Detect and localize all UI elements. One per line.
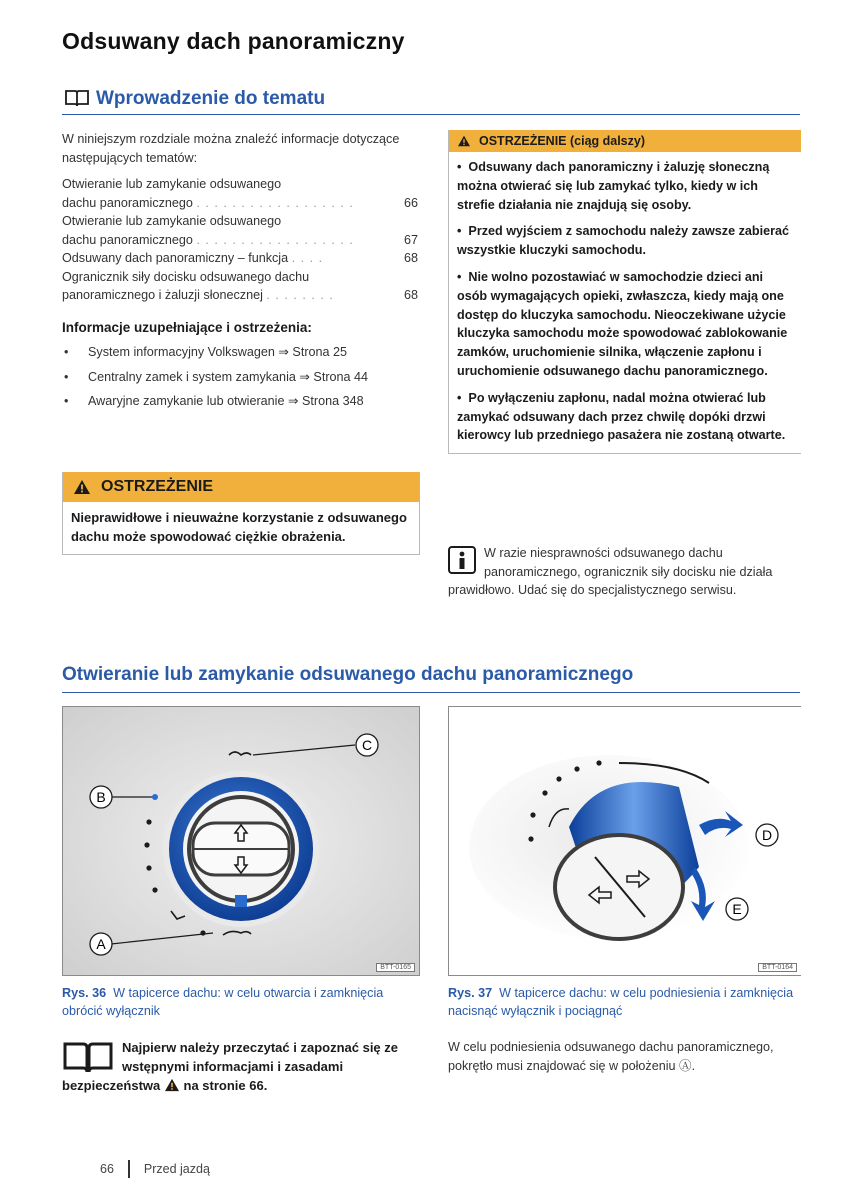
section2-heading: Otwieranie lub zamykanie odsuwanego dachu panoramicznego (62, 664, 800, 693)
warning-item: • Po wyłączeniu zapłonu, nadal można otwierać lub zamykać odsuwany dach przez chwilę dopóki drzwi kierowcy lub przedniego pasażera nie zostaną otwarte. (457, 390, 786, 443)
warning-box (62, 472, 420, 555)
warning-icon (457, 135, 471, 147)
intro-text: W niniejszym rozdziale można znaleźć informacje dotyczące następujących tematów: (62, 132, 400, 165)
warning-text: Nieprawidłowe i nieuważne korzystanie z odsuwanego dachu może spowodować ciężkie obrażenia. (71, 510, 407, 544)
rotary-switch-illustration (63, 707, 419, 975)
footer-divider (128, 1160, 130, 1178)
warning-continued-title: OSTRZEŻENIE (ciąg dalszy) (479, 134, 646, 148)
toc (62, 175, 418, 305)
page-number: 66 (100, 1162, 114, 1176)
figure-36 (62, 706, 420, 976)
warning-bar (63, 472, 419, 502)
info-icon (448, 546, 476, 574)
figure-code: BTT-0164 (758, 963, 797, 972)
figure-37-caption: Rys. 37 W tapicerce dachu: w celu podniesienia i zamknięcia nacisnąć wyłącznik i pociągnąć (448, 986, 794, 1018)
toc-item[interactable]: Otwieranie lub zamykanie odsuwanego dachu panoramicznego . . . . . . . . . . . . . . . . . . 67 (62, 212, 418, 249)
pull-switch-illustration (449, 707, 801, 975)
toc-item[interactable]: Otwieranie lub zamykanie odsuwanego dachu panoramicznego . . . . . . . . . . . . . . . . . . 66 (62, 175, 418, 212)
label-a: A (96, 936, 106, 952)
warning-icon (164, 1078, 180, 1092)
intro-heading: Wprowadzenie do tematu (96, 88, 326, 109)
label-b: B (96, 789, 106, 805)
toc-page: 66 (403, 195, 418, 210)
info-link[interactable]: • System informacyjny Volkswagen ⇒ Strona 25 (62, 343, 418, 362)
footer-section: Przed jazdą (143, 1162, 210, 1176)
warning-item: • Przed wyjściem z samochodu należy zawsze zabierać wszystkie kluczyki samochodu. (457, 224, 789, 258)
info-heading: Informacje uzupełniające i ostrzeżenia: (62, 319, 312, 335)
intro-section-header (62, 86, 800, 115)
read-first-note: Najpierw należy przeczytać i zapoznać się ze wstępnymi informacjami i zasadami bezpieczeństwa na stronie 66. (62, 1040, 399, 1093)
info-link[interactable]: • Centralny zamek i system zamykania ⇒ Strona 44 (62, 368, 418, 387)
label-c: C (361, 737, 373, 753)
page-footer (100, 1160, 210, 1178)
warning-item: • Nie wolno pozostawiać w samochodzie dzieci ani osób wymagających opieki, zwłaszcza, kiedy mają one dostęp do kluczyka samochodu. Nieoczekiwane użycie kluczyka samochodu może spowodować zablokowanie zamków, uruchomienie silnika, włączenie zapłonu i uruchomienie odsuwanego dachu panoramicznego. (457, 269, 788, 378)
intro-column (62, 130, 418, 417)
book-icon (64, 88, 90, 113)
figure-37 (448, 706, 801, 976)
label-d: D (761, 827, 773, 843)
toc-item[interactable]: Ogranicznik siły docisku odsuwanego dachu panoramicznego i żaluzji słonecznej . . . . . . . . 68 (62, 268, 418, 305)
warning-continued-bar (449, 130, 801, 152)
toc-page: 68 (403, 288, 418, 302)
info-note (448, 544, 800, 600)
page-title: Odsuwany dach panoramiczny (62, 28, 405, 54)
book-icon (62, 1040, 114, 1074)
figure-code: BTT-0165 (376, 963, 415, 972)
figure-36-caption: Rys. 36 W tapicerce dachu: w celu otwarcia i zamknięcia obrócić wyłącznik (62, 986, 384, 1018)
toc-item[interactable]: Odsuwany dach panoramiczny – funkcja . . . . 68 (62, 249, 418, 268)
warning-item: • Odsuwany dach panoramiczny i żaluzję słoneczną można otwierać się lub zamykać tylko, kiedy w ich strefie działania nie znajdują się osoby. (457, 160, 770, 212)
warning-continued-box (448, 130, 801, 454)
warning-icon (73, 479, 91, 495)
body-paragraph: W celu podniesienia odsuwanego dachu panoramicznego, pokrętło musi znajdować się w położeniu Ⓐ. (448, 1040, 774, 1073)
label-e: E (732, 901, 742, 917)
info-link[interactable]: • Awaryjne zamykanie lub otwieranie ⇒ Strona 348 (62, 392, 418, 411)
info-list (62, 343, 418, 411)
toc-page: 67 (403, 232, 418, 247)
info-note-text: W razie niesprawności odsuwanego dachu panoramicznego, ogranicznik siły docisku nie działa prawidłowo. Udać się do specjalistycznego serwisu. (448, 546, 773, 597)
warning-title: OSTRZEŻENIE (101, 478, 214, 495)
toc-page: 68 (403, 251, 418, 265)
